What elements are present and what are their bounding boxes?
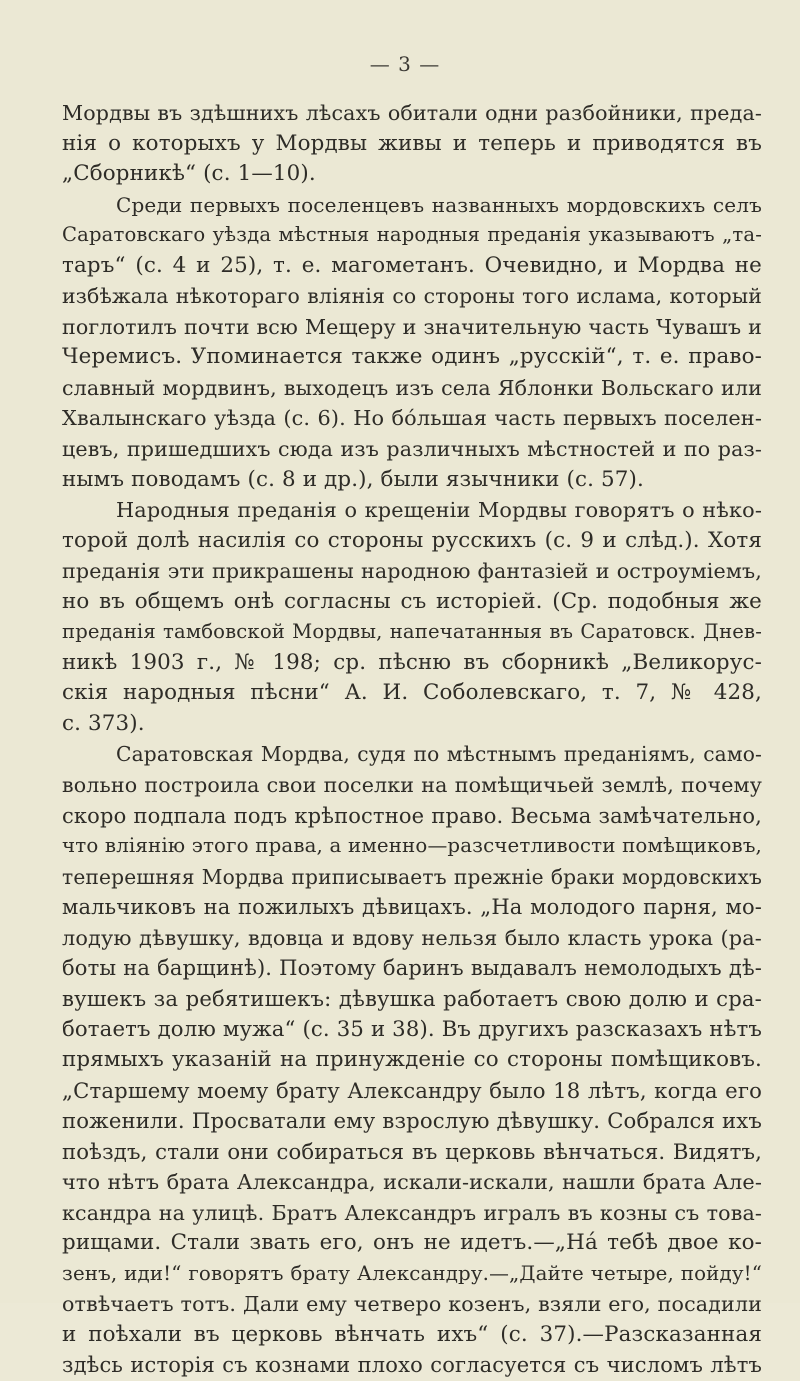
text-line: и поѣхали въ церковь вѣнчать ихъ“ (с. 37).—Разсказанная [62,1321,762,1347]
text-line: скія народныя пѣсни“ А. И. Соболевскаго, т. 7, № 428, [62,680,762,706]
text-line: Среди первыхъ поселенцевъ названныхъ мордовскихъ селъ [116,192,762,217]
text-line: Народныя преданія о крещеніи Мордвы говорятъ о нѣко- [116,498,762,523]
text-line: вольно построила свои поселки на помѣщичьей землѣ, почему [62,773,762,798]
text-line: Хвалынскаго уѣзда (с. 6). Но бо́льшая часть первыхъ поселен- [62,406,762,431]
text-line: преданія эти прикрашены народною фантазіей и остроуміемъ, [62,559,762,584]
text-line: теперешняя Мордва приписываетъ прежніе браки мордовскихъ [62,864,762,889]
text-line: поглотилъ почти всю Мещеру и значительную часть Чувашъ и [62,314,762,339]
text-line: „Сборникѣ“ (с. 1—10). [62,161,316,187]
text-line: прямыхъ указаній на принужденіе со стороны помѣщиковъ. [62,1046,762,1072]
text-line: преданія тамбовской Мордвы, напечатанныя въ Саратовск. Днев- [62,620,762,644]
body-text [62,98,762,1381]
text-line: лодую дѣвушку, вдовца и вдову нельзя было класть урока (ра- [62,925,762,950]
text-line: торой долѣ насилія со стороны русскихъ (с. 9 и слѣд.). Хотя [62,527,762,553]
page-number: — 3 — [369,52,441,76]
text-line: здѣсь исторія съ кознами плохо согласуется съ числомъ лѣтъ [62,1353,762,1378]
text-line: зенъ, иди!“ говорятъ брату Александру.—„Дайте четыре, пойду!“ [62,1261,762,1285]
text-line: скоро подпала подъ крѣпостное право. Весьма замѣчательно, [62,803,762,828]
text-line: но въ общемъ онѣ согласны съ исторіей. (Ср. подобныя же [62,588,762,614]
text-line: Саратовская Мордва, судя по мѣстнымъ преданіямъ, само- [116,742,762,767]
text-line: ксандра на улицѣ. Братъ Александръ игралъ въ козны съ това- [62,1200,762,1225]
text-line: отвѣчаетъ тотъ. Дали ему четверо козенъ, взяли его, посадили [62,1292,762,1317]
text-line: таръ“ (с. 4 и 25), т. е. магометанъ. Очевидно, и Мордва не [62,252,762,278]
text-line: поженили. Просватали ему взрослую дѣвушку. Собрался ихъ [62,1108,762,1134]
text-line: ботаетъ долю мужа“ (с. 35 и 38). Въ другихъ разсказахъ нѣтъ [62,1016,762,1042]
text-line: что нѣтъ брата Александра, искали-искали, нашли брата Але- [62,1170,762,1195]
text-line: „Старшему моему брату Александру было 18 лѣтъ, когда его [62,1077,762,1103]
text-line: мальчиковъ на пожилыхъ дѣвицахъ. „На молодого парня, мо- [62,895,762,920]
text-line: никѣ 1903 г., № 198; ср. пѣсню въ сборникѣ „Великорус- [62,649,762,675]
text-line: нымъ поводамъ (с. 8 и др.), были язычники (с. 57). [62,466,644,492]
text-line: Черемисъ. Упоминается также одинъ „русскій“, т. е. право- [62,344,762,370]
text-line: поѣздъ, стали они собираться въ церковь вѣнчаться. Видятъ, [62,1138,762,1164]
text-line: рищами. Стали звать его, онъ не идетъ.—„На́ тебѣ двое ко- [62,1230,762,1256]
text-line: славный мордвинъ, выходецъ изъ села Яблонки Вольскаго или [62,375,762,400]
text-line: вушекъ за ребятишекъ: дѣвушка работаетъ свою долю и сра- [62,985,762,1011]
text-line: цевъ, пришедшихъ сюда изъ различныхъ мѣстностей и по раз- [62,437,762,462]
text-line: Мордвы въ здѣшнихъ лѣсахъ обитали одни разбойники, преда- [62,101,762,125]
text-line: нія о которыхъ у Мордвы живы и теперь и приводятся въ [62,130,762,156]
text-line: с. 373). [62,710,145,736]
text-line: Саратовскаго уѣзда мѣстныя народныя преданія указываютъ „та- [62,223,762,247]
text-line: что вліянію этого права, а именно—разсчетливости помѣщиковъ, [62,834,762,858]
text-line: избѣжала нѣкотораго вліянія со стороны того ислама, который [62,284,762,309]
text-line: боты на барщинѣ). Поэтому баринъ выдавалъ немолодыхъ дѣ- [62,956,762,981]
